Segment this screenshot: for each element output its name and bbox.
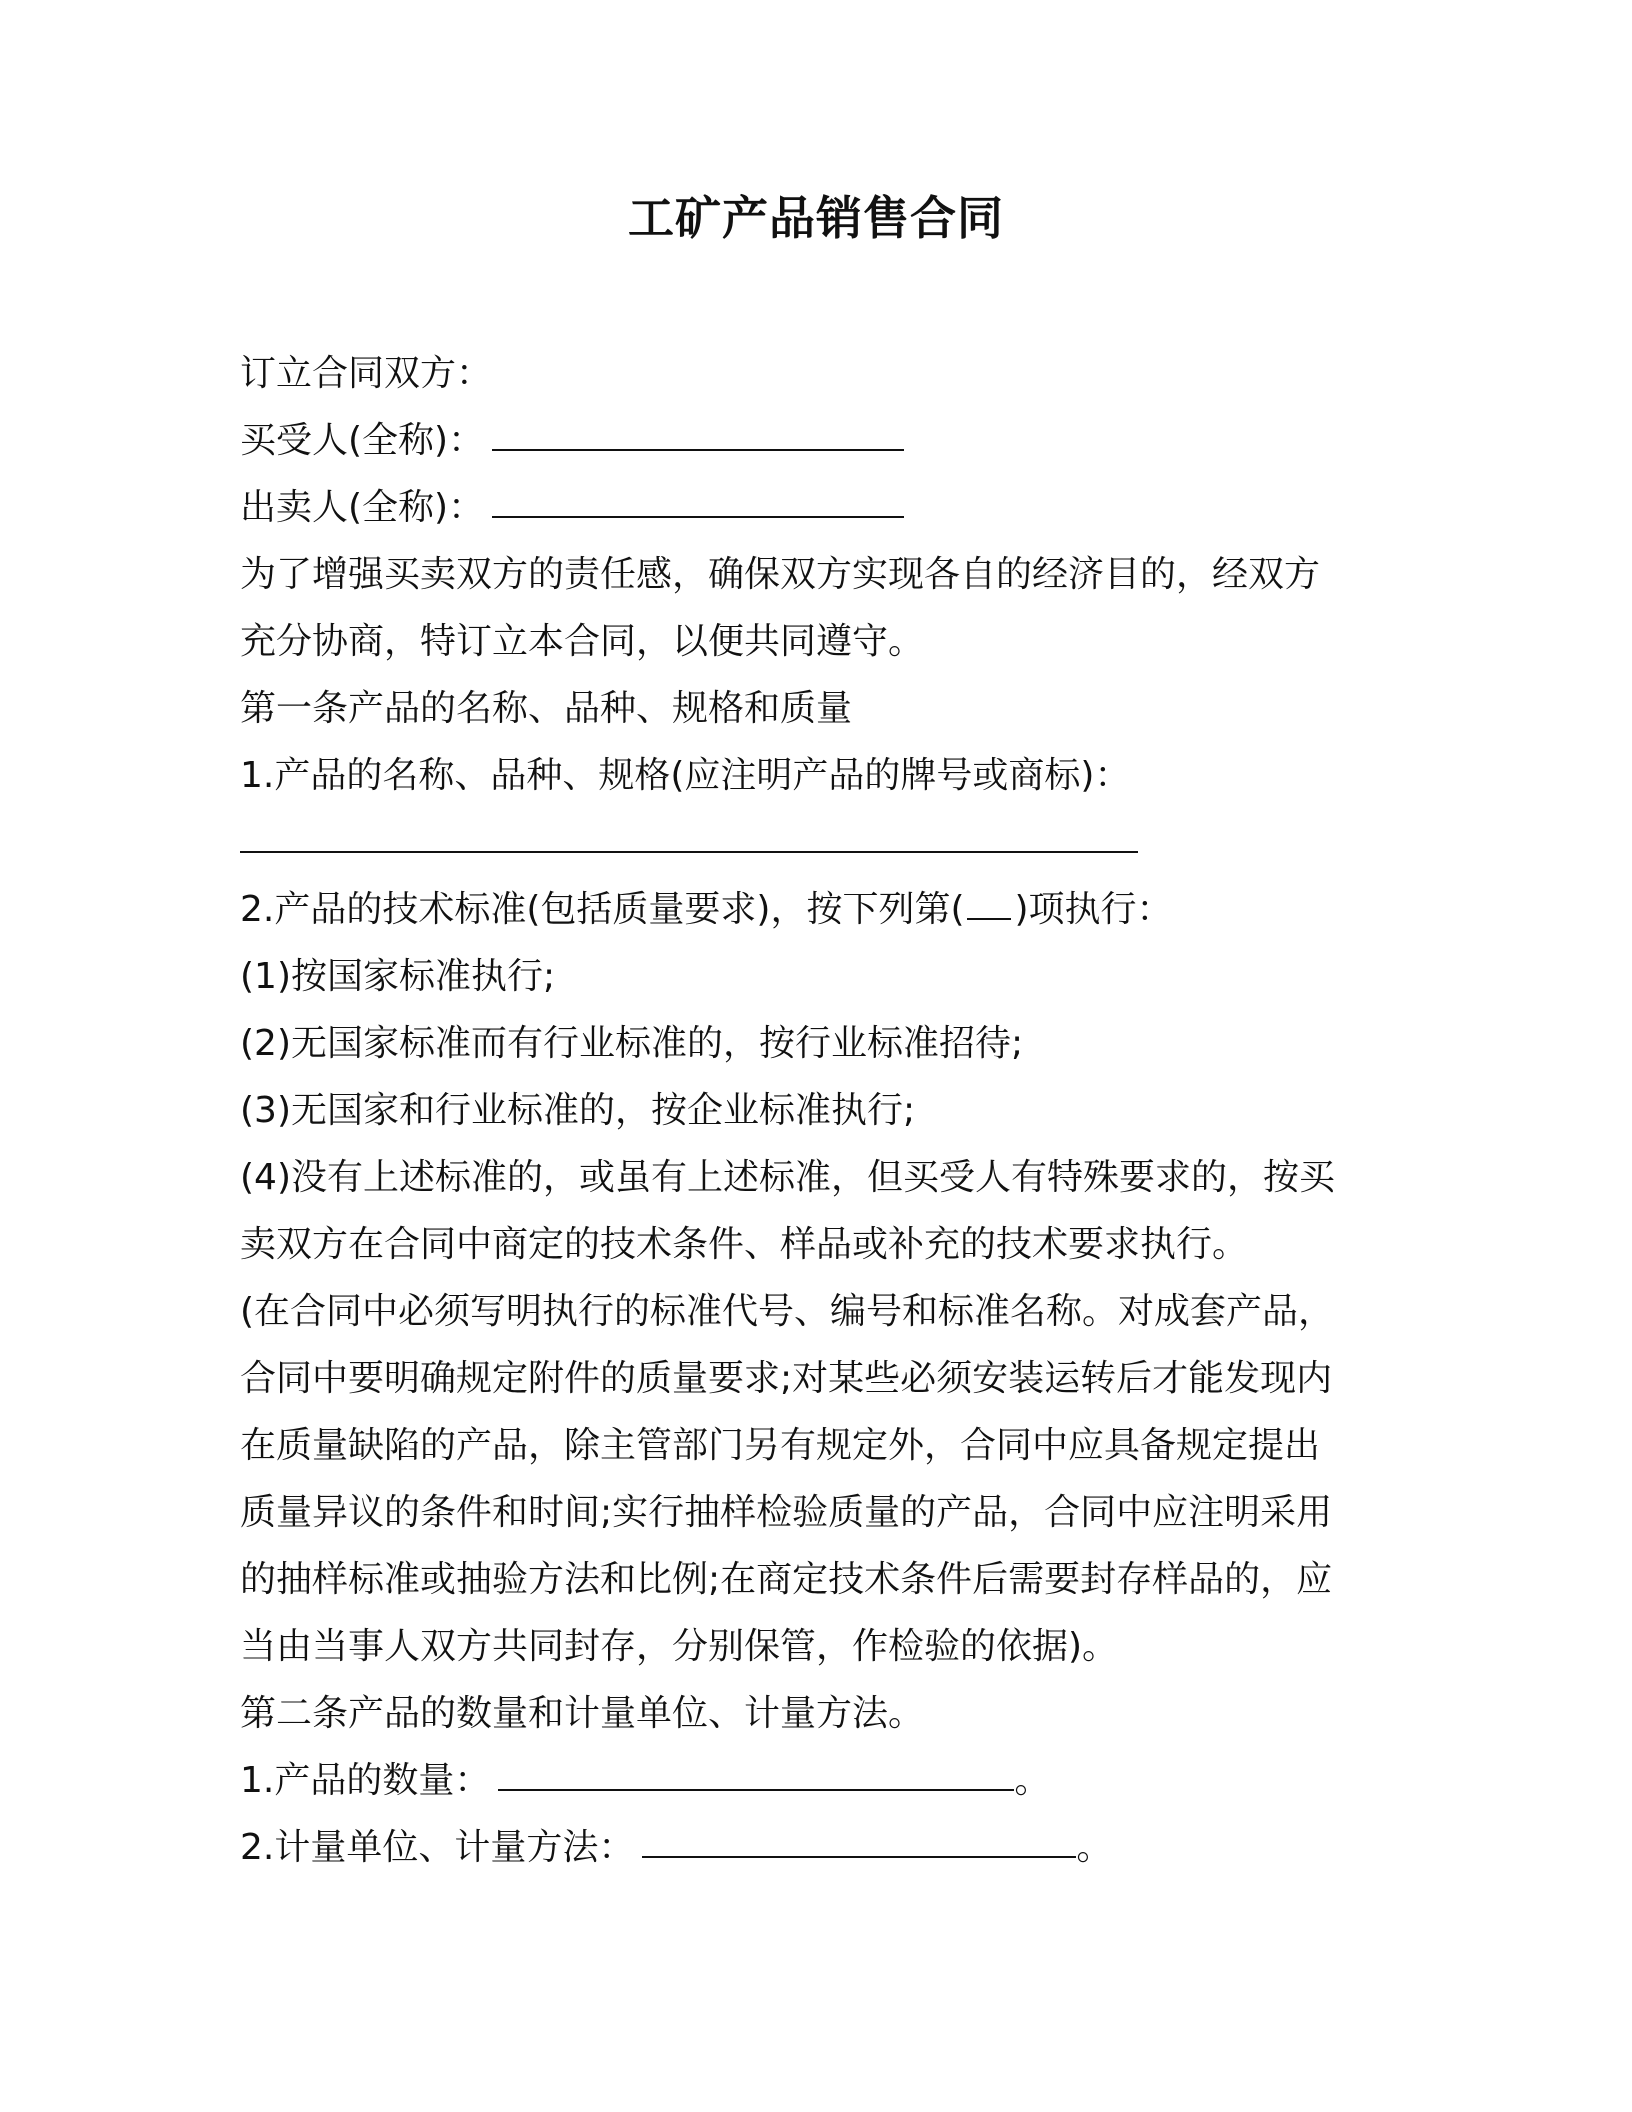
document-title: 工矿产品销售合同 bbox=[628, 191, 1004, 245]
purpose-line-2: 充分协商，特订立本合同，以便共同遵守。 bbox=[240, 621, 925, 662]
unit-method-period: 。 bbox=[1076, 1827, 1113, 1868]
seller-label: 出卖人(全称)： bbox=[240, 487, 485, 528]
product-spec-blank bbox=[240, 809, 1138, 853]
unit-method-blank bbox=[642, 1814, 1076, 1858]
document-body bbox=[240, 340, 1390, 1881]
intro-line: 订立合同双方： bbox=[240, 353, 493, 394]
standard-option-3: (3)无国家和行业标准的，按企业标准执行; bbox=[240, 1090, 916, 1131]
standard-option-2: (2)无国家标准而有行业标准的，按行业标准招待; bbox=[240, 1023, 1024, 1064]
article-2-title: 第二条产品的数量和计量单位、计量方法。 bbox=[240, 1693, 925, 1734]
unit-method-label: 2.计量单位、计量方法： bbox=[240, 1827, 635, 1868]
note-line-2: 合同中要明确规定附件的质量要求;对某些必须安装运转后才能发现内 bbox=[240, 1358, 1333, 1399]
standard-choice-blank bbox=[967, 876, 1011, 920]
quantity-label: 1.产品的数量： bbox=[240, 1760, 491, 1801]
purpose-line-1: 为了增强买卖双方的责任感，确保双方实现各自的经济目的，经双方 bbox=[240, 554, 1321, 595]
standard-option-4-line-2: 卖双方在合同中商定的技术条件、样品或补充的技术要求执行。 bbox=[240, 1224, 1249, 1265]
note-line-3: 在质量缺陷的产品，除主管部门另有规定外，合同中应具备规定提出 bbox=[240, 1425, 1321, 1466]
buyer-label: 买受人(全称)： bbox=[240, 420, 485, 461]
product-spec-line bbox=[240, 809, 1390, 876]
seller-name-blank bbox=[492, 474, 904, 518]
note-line-6: 当由当事人双方共同封存，分别保管，作检验的依据)。 bbox=[240, 1626, 1119, 1667]
article-1-item-1: 1.产品的名称、品种、规格(应注明产品的牌号或商标)： bbox=[240, 755, 1131, 796]
note-line-5: 的抽样标准或抽验方法和比例;在商定技术条件后需要封存样品的，应 bbox=[240, 1559, 1333, 1600]
item-2-suffix: )项执行： bbox=[1014, 889, 1173, 930]
note-line-1: (在合同中必须写明执行的标准代号、编号和标准名称。对成套产品， bbox=[240, 1291, 1335, 1332]
quantity-period: 。 bbox=[1014, 1760, 1051, 1801]
article-2-item-2 bbox=[240, 1814, 1390, 1881]
article-1-title: 第一条产品的名称、品种、规格和质量 bbox=[240, 688, 853, 729]
note-line-4: 质量异议的条件和时间;实行抽样检验质量的产品，合同中应注明采用 bbox=[240, 1492, 1333, 1533]
standard-option-4-line-1: (4)没有上述标准的，或虽有上述标准，但买受人有特殊要求的，按买 bbox=[240, 1157, 1335, 1198]
buyer-name-blank bbox=[492, 407, 904, 451]
quantity-blank bbox=[498, 1747, 1014, 1791]
article-1-item-2 bbox=[240, 876, 1390, 943]
seller-line bbox=[240, 474, 1390, 541]
item-2-prefix: 2.产品的技术标准(包括质量要求)，按下列第( bbox=[240, 889, 965, 930]
article-2-item-1 bbox=[240, 1747, 1390, 1814]
standard-option-1: (1)按国家标准执行; bbox=[240, 956, 556, 997]
buyer-line bbox=[240, 407, 1390, 474]
